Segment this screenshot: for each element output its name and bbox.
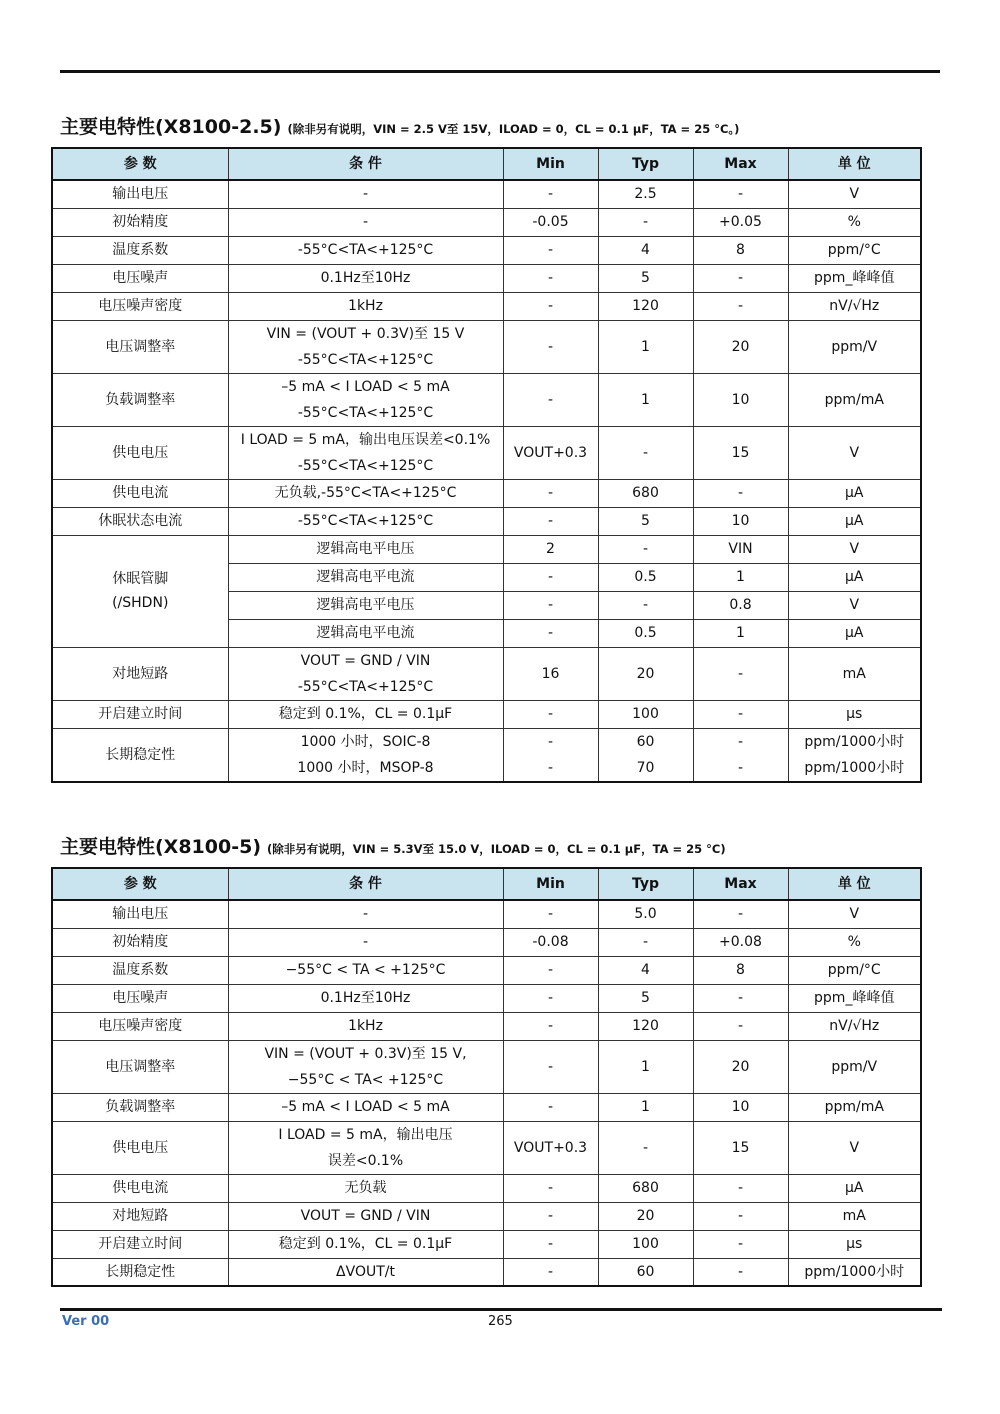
max-cell: -: [693, 1174, 788, 1202]
condition-line: 1000 小时，MSOP-8: [297, 759, 434, 776]
condition-line: 1kHz: [348, 1018, 383, 1034]
condition-cell: [228, 900, 503, 928]
condition-line: 稳定到 0.1%，CL = 0.1μF: [278, 706, 453, 722]
unit-cell: μA: [788, 479, 921, 507]
table-row: [52, 1040, 921, 1093]
min-cell: -0.08: [503, 928, 598, 956]
max-cell: -: [693, 479, 788, 507]
header-param: 参 数: [52, 148, 228, 180]
max-cell: 15: [693, 426, 788, 479]
param-cell: 输出电压: [52, 180, 228, 208]
max-cell: 8: [693, 236, 788, 264]
table-row: [52, 1121, 921, 1174]
typ-cell: -: [598, 591, 693, 619]
min-cell: -: [503, 591, 598, 619]
condition-line: 逻辑高电平电压: [316, 597, 415, 613]
typ-cell: 100: [598, 1230, 693, 1258]
unit-cell: V: [788, 591, 921, 619]
min-value: -: [547, 759, 554, 776]
table-row: [52, 292, 921, 320]
table-row: [52, 1258, 921, 1286]
min-cell: -: [503, 1230, 598, 1258]
condition-line: -: [362, 186, 369, 203]
min-cell: -: [503, 373, 598, 426]
min-cell: -: [503, 1040, 598, 1093]
section2-conditions: (除非另有说明，VIN = 5.3V至 15.0 V，ILOAD = 0，CL = 0.1 μF，TA = 25 °C): [267, 842, 726, 856]
section2-title-text: 主要电特性(X8100-5): [60, 836, 262, 858]
table-row: [52, 700, 921, 728]
unit-cell: ppm/V: [788, 320, 921, 373]
condition-line: 0.1Hz至10Hz: [320, 270, 411, 286]
condition-cell: [228, 1230, 503, 1258]
typ-cell: -: [598, 928, 693, 956]
condition-cell: [228, 236, 503, 264]
condition-cell: [228, 1258, 503, 1286]
table-row: [52, 208, 921, 236]
typ-cell: 60: [598, 1258, 693, 1286]
condition-line: 逻辑高电平电压: [316, 541, 415, 557]
table-row: [52, 1174, 921, 1202]
condition-line: 无负载: [344, 1180, 387, 1196]
condition-line: VOUT = GND / VIN: [300, 652, 431, 669]
table-row: [52, 264, 921, 292]
max-cell: [693, 728, 788, 782]
condition-cell: [228, 591, 503, 619]
param-cell: 休眠状态电流: [52, 507, 228, 535]
header-condition: 条 件: [228, 148, 503, 180]
typ-cell: 5: [598, 264, 693, 292]
condition-line: 无负载,-55°C<TA<+125°C: [274, 485, 457, 501]
min-cell: -: [503, 1093, 598, 1121]
table-row: [52, 984, 921, 1012]
min-cell: -: [503, 900, 598, 928]
unit-cell: μA: [788, 563, 921, 591]
table-row: [52, 928, 921, 956]
max-value: -: [737, 759, 744, 776]
footer-rule: [60, 1308, 942, 1311]
unit-cell: %: [788, 928, 921, 956]
header-unit: 单 位: [788, 868, 921, 900]
param-cell: 开启建立时间: [52, 700, 228, 728]
condition-cell: [228, 507, 503, 535]
condition-line: I LOAD = 5 mA，输出电压误差<0.1%: [240, 431, 491, 448]
condition-line: -55°C<TA<+125°C: [297, 457, 434, 474]
condition-cell: [228, 1093, 503, 1121]
min-cell: -: [503, 984, 598, 1012]
min-value: -: [547, 733, 554, 750]
param-cell: 电压调整率: [52, 1040, 228, 1093]
param-cell: 温度系数: [52, 956, 228, 984]
max-cell: 15: [693, 1121, 788, 1174]
param-cell: 负载调整率: [52, 373, 228, 426]
condition-cell: [228, 373, 503, 426]
condition-line: VOUT = GND / VIN: [300, 1208, 431, 1224]
spec-table-x8100-5: [51, 867, 922, 1287]
unit-cell: mA: [788, 1202, 921, 1230]
condition-cell: [228, 1202, 503, 1230]
table-row: [52, 320, 921, 373]
max-cell: -: [693, 647, 788, 700]
param-cell: 供电电流: [52, 1174, 228, 1202]
condition-line: 误差<0.1%: [327, 1152, 404, 1169]
table-row: [52, 647, 921, 700]
condition-cell: [228, 1121, 503, 1174]
param-cell: 开启建立时间: [52, 1230, 228, 1258]
max-cell: +0.05: [693, 208, 788, 236]
param-cell: 对地短路: [52, 647, 228, 700]
unit-cell: %: [788, 208, 921, 236]
param-cell: 电压调整率: [52, 320, 228, 373]
typ-cell: 1: [598, 1040, 693, 1093]
typ-cell: 1: [598, 373, 693, 426]
param-cell: 温度系数: [52, 236, 228, 264]
param-cell: 电压噪声密度: [52, 1012, 228, 1040]
unit-cell: V: [788, 426, 921, 479]
max-cell: -: [693, 900, 788, 928]
unit-cell: nV/√Hz: [788, 292, 921, 320]
unit-cell: μs: [788, 1230, 921, 1258]
spec-table-x8100-2-5: [51, 147, 922, 783]
typ-value: 70: [636, 759, 655, 776]
version-label: Ver 00: [62, 1314, 110, 1329]
condition-cell: [228, 984, 503, 1012]
typ-cell: 680: [598, 479, 693, 507]
max-value: -: [737, 733, 744, 750]
header-unit: 单 位: [788, 148, 921, 180]
max-cell: -: [693, 1202, 788, 1230]
param-cell: 初始精度: [52, 928, 228, 956]
page-number: 265: [488, 1314, 513, 1329]
param-cell: 供电电流: [52, 479, 228, 507]
param-cell: 输出电压: [52, 900, 228, 928]
max-cell: -: [693, 1258, 788, 1286]
min-cell: -: [503, 320, 598, 373]
min-cell: VOUT+0.3: [503, 426, 598, 479]
condition-cell: [228, 700, 503, 728]
max-cell: 10: [693, 373, 788, 426]
condition-line: VIN = (VOUT + 0.3V)至 15 V: [266, 325, 465, 342]
typ-cell: -: [598, 1121, 693, 1174]
unit-cell: [788, 728, 921, 782]
unit-cell: μA: [788, 619, 921, 647]
max-cell: -: [693, 700, 788, 728]
condition-line: −55°C < TA< +125°C: [287, 1071, 444, 1088]
condition-cell: [228, 1040, 503, 1093]
condition-line: -: [362, 934, 369, 950]
min-cell: -: [503, 236, 598, 264]
param-cell: 休眠管脚 (/SHDN): [52, 535, 228, 647]
max-cell: +0.08: [693, 928, 788, 956]
condition-line: -55°C<TA<+125°C: [297, 242, 434, 258]
param-cell: 负载调整率: [52, 1093, 228, 1121]
min-cell: -: [503, 700, 598, 728]
condition-cell: [228, 728, 503, 782]
min-cell: -: [503, 1258, 598, 1286]
unit-cell: μA: [788, 1174, 921, 1202]
condition-cell: [228, 292, 503, 320]
typ-cell: 120: [598, 1012, 693, 1040]
condition-line: –5 mA < I LOAD < 5 mA: [281, 378, 450, 395]
condition-cell: [228, 180, 503, 208]
typ-cell: [598, 728, 693, 782]
header-min: Min: [503, 868, 598, 900]
unit-cell: ppm/1000小时: [788, 1258, 921, 1286]
min-cell: -: [503, 292, 598, 320]
typ-cell: 5: [598, 507, 693, 535]
table-row: [52, 507, 921, 535]
table-row: [52, 728, 921, 782]
condition-cell: [228, 479, 503, 507]
typ-cell: 5.0: [598, 900, 693, 928]
max-cell: VIN: [693, 535, 788, 563]
section2-title: [60, 832, 726, 859]
section1-conditions: (除非另有说明，VIN = 2.5 V至 15V，ILOAD = 0，CL = 0.1 μF，TA = 25 °C。): [287, 122, 740, 136]
max-cell: 1: [693, 563, 788, 591]
header-max: Max: [693, 148, 788, 180]
max-cell: -: [693, 1230, 788, 1258]
typ-cell: 4: [598, 236, 693, 264]
unit-cell: ppm/°C: [788, 236, 921, 264]
condition-line: 1000 小时，SOIC-8: [300, 733, 431, 750]
header-min: Min: [503, 148, 598, 180]
condition-line: 稳定到 0.1%，CL = 0.1μF: [278, 1236, 453, 1252]
condition-cell: [228, 928, 503, 956]
table-row: [52, 426, 921, 479]
unit-cell: ppm/°C: [788, 956, 921, 984]
min-cell: -: [503, 264, 598, 292]
table-row: [52, 535, 921, 563]
min-cell: -: [503, 507, 598, 535]
typ-cell: -: [598, 208, 693, 236]
table-row: [52, 956, 921, 984]
min-cell: -: [503, 479, 598, 507]
max-cell: 10: [693, 507, 788, 535]
param-cell: 长期稳定性: [52, 1258, 228, 1286]
param-cell: 电压噪声: [52, 984, 228, 1012]
table-header-row: [52, 868, 921, 900]
unit-cell: μA: [788, 507, 921, 535]
typ-cell: 2.5: [598, 180, 693, 208]
max-cell: -: [693, 180, 788, 208]
typ-cell: -: [598, 426, 693, 479]
condition-cell: [228, 426, 503, 479]
section1-title-text: 主要电特性(X8100-2.5): [60, 116, 282, 138]
unit-cell: nV/√Hz: [788, 1012, 921, 1040]
condition-line: -55°C<TA<+125°C: [297, 404, 434, 421]
condition-cell: [228, 1012, 503, 1040]
condition-line: −55°C < TA < +125°C: [285, 962, 446, 978]
typ-cell: 4: [598, 956, 693, 984]
min-cell: 16: [503, 647, 598, 700]
param-cell: 电压噪声密度: [52, 292, 228, 320]
section1-title: [60, 112, 739, 139]
table-row: [52, 1202, 921, 1230]
max-cell: -: [693, 984, 788, 1012]
max-cell: -: [693, 292, 788, 320]
condition-line: -55°C<TA<+125°C: [297, 513, 434, 529]
header-typ: Typ: [598, 148, 693, 180]
param-cell: 初始精度: [52, 208, 228, 236]
unit-value: ppm/1000小时: [804, 759, 905, 776]
table-row: [52, 236, 921, 264]
condition-cell: [228, 563, 503, 591]
max-cell: 20: [693, 320, 788, 373]
max-cell: -: [693, 264, 788, 292]
condition-cell: [228, 535, 503, 563]
typ-cell: 100: [598, 700, 693, 728]
condition-line: -: [362, 906, 369, 923]
typ-cell: 20: [598, 647, 693, 700]
header-typ: Typ: [598, 868, 693, 900]
table-row: [52, 900, 921, 928]
condition-cell: [228, 619, 503, 647]
min-cell: [503, 728, 598, 782]
max-cell: 20: [693, 1040, 788, 1093]
condition-cell: [228, 956, 503, 984]
typ-cell: 20: [598, 1202, 693, 1230]
param-cell: 长期稳定性: [52, 728, 228, 782]
unit-cell: ppm/mA: [788, 1093, 921, 1121]
typ-cell: -: [598, 535, 693, 563]
unit-cell: V: [788, 180, 921, 208]
condition-line: VIN = (VOUT + 0.3V)至 15 V,: [264, 1045, 467, 1062]
table-row: [52, 1012, 921, 1040]
min-cell: VOUT+0.3: [503, 1121, 598, 1174]
max-cell: 8: [693, 956, 788, 984]
param-cell: 电压噪声: [52, 264, 228, 292]
typ-cell: 680: [598, 1174, 693, 1202]
condition-line: 0.1Hz至10Hz: [320, 990, 411, 1006]
min-cell: -0.05: [503, 208, 598, 236]
top-rule: [60, 70, 940, 73]
typ-cell: 1: [598, 1093, 693, 1121]
unit-cell: V: [788, 1121, 921, 1174]
min-cell: -: [503, 956, 598, 984]
max-cell: 0.8: [693, 591, 788, 619]
param-cell: 供电电压: [52, 1121, 228, 1174]
max-cell: 1: [693, 619, 788, 647]
condition-line: –5 mA < I LOAD < 5 mA: [281, 1099, 450, 1115]
unit-cell: V: [788, 900, 921, 928]
condition-cell: [228, 264, 503, 292]
condition-line: -: [362, 214, 369, 230]
condition-line: 1kHz: [348, 298, 383, 314]
min-cell: -: [503, 1202, 598, 1230]
condition-line: -55°C<TA<+125°C: [297, 678, 434, 695]
unit-cell: ppm_峰峰值: [788, 264, 921, 292]
table-header-row: [52, 148, 921, 180]
condition-line: I LOAD = 5 mA，输出电压: [278, 1126, 453, 1143]
max-cell: 10: [693, 1093, 788, 1121]
condition-line: ΔVOUT/t: [336, 1263, 395, 1280]
condition-line: -55°C<TA<+125°C: [297, 351, 434, 368]
typ-cell: 120: [598, 292, 693, 320]
max-cell: -: [693, 1012, 788, 1040]
min-cell: 2: [503, 535, 598, 563]
condition-cell: [228, 320, 503, 373]
typ-cell: 0.5: [598, 619, 693, 647]
min-cell: -: [503, 619, 598, 647]
condition-cell: [228, 208, 503, 236]
header-param: 参 数: [52, 868, 228, 900]
typ-value: 60: [636, 733, 655, 750]
unit-value: ppm/1000小时: [804, 733, 905, 750]
typ-cell: 5: [598, 984, 693, 1012]
min-cell: -: [503, 563, 598, 591]
min-cell: -: [503, 1012, 598, 1040]
table-row: [52, 479, 921, 507]
unit-cell: ppm/mA: [788, 373, 921, 426]
typ-cell: 0.5: [598, 563, 693, 591]
header-max: Max: [693, 868, 788, 900]
unit-cell: V: [788, 535, 921, 563]
param-cell: 对地短路: [52, 1202, 228, 1230]
min-cell: -: [503, 1174, 598, 1202]
unit-cell: mA: [788, 647, 921, 700]
condition-cell: [228, 647, 503, 700]
condition-line: 逻辑高电平电流: [316, 569, 415, 585]
table-row: [52, 180, 921, 208]
table-row: [52, 1093, 921, 1121]
param-cell: 供电电压: [52, 426, 228, 479]
unit-cell: ppm/V: [788, 1040, 921, 1093]
header-condition: 条 件: [228, 868, 503, 900]
unit-cell: μs: [788, 700, 921, 728]
table-row: [52, 1230, 921, 1258]
condition-cell: [228, 1174, 503, 1202]
min-cell: -: [503, 180, 598, 208]
unit-cell: ppm_峰峰值: [788, 984, 921, 1012]
condition-line: 逻辑高电平电流: [316, 625, 415, 641]
typ-cell: 1: [598, 320, 693, 373]
table-row: [52, 373, 921, 426]
